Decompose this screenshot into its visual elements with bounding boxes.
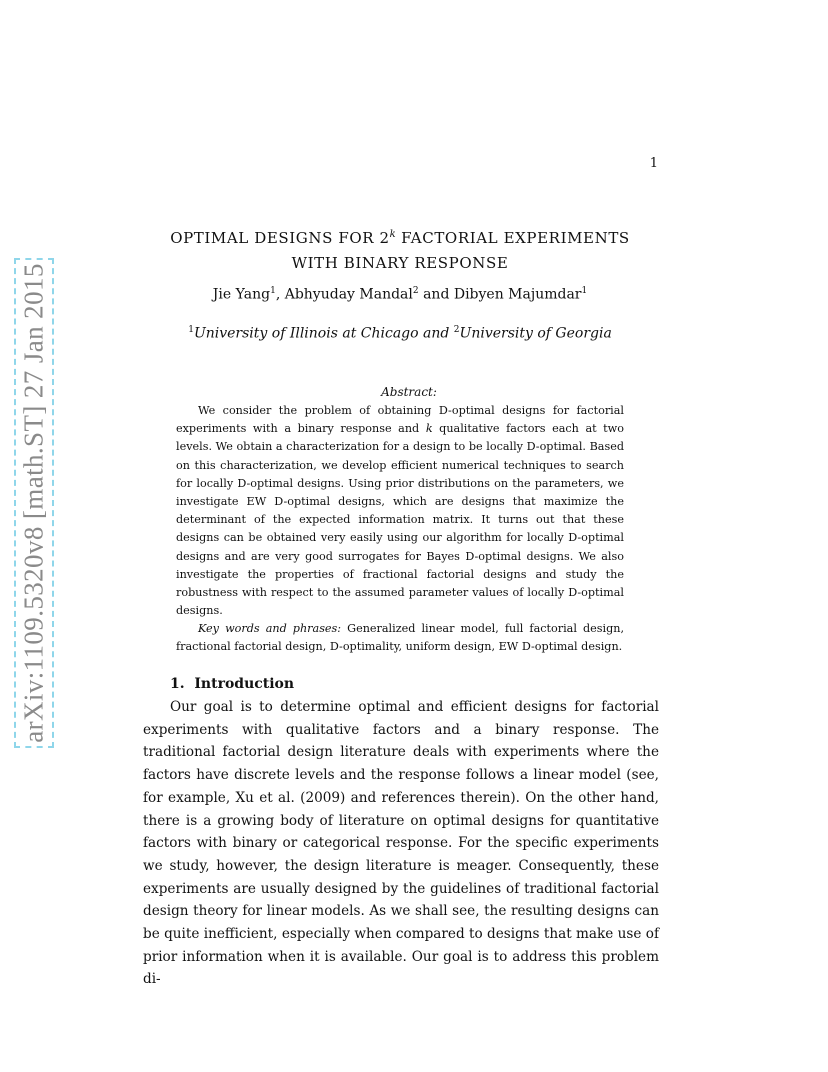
author-affil-mark: 1: [581, 286, 588, 296]
abstract-body: We consider the problem of obtaining D-optimal designs for factorial experiments with a binary response and k qualitative factors each at two levels. We obtain a characterization for a design to be locally D-optimal. Based on this characterization, we develop efficient numerical techniques to search for locally D-optimal designs. Using prior distributions on the parameters, we investigate EW D-optimal designs, which are designs that maximize the determinant of the expected information matrix. It turns out that these designs can be obtained very easily using our algorithm for locally D-optimal designs and are very good surrogates for Bayes D-optimal designs. We also investigate the properties of fractional factorial designs and study the robustness with respect to the assumed parameter values of locally D-optimal designs.: [176, 404, 624, 618]
affiliation-name: University of Illinois at Chicago: [193, 325, 419, 342]
title-line-1: OPTIMAL DESIGNS FOR 2$^k$ FACTORIAL EXPERIMENTS: [170, 229, 630, 247]
arxiv-identifier[interactable]: arXiv:1109.5320v8 [math.ST] 27 Jan 2015: [18, 263, 49, 743]
author-affil-mark: 1: [270, 286, 276, 296]
paper-title: [0, 222, 800, 276]
title-line-2: WITH BINARY RESPONSE: [291, 254, 509, 272]
section-heading-introduction: 1. Introduction: [170, 676, 295, 692]
author-affil-mark: 2: [412, 286, 419, 296]
affiliations: $^1$University of Illinois at Chicago and $^2$University of Georgia: [188, 325, 612, 342]
author-name: Dibyen Majumdar: [453, 286, 582, 303]
page-number: 1: [649, 156, 658, 171]
author-list: Jie Yang$^1$, Abhyuday Mandal$^2$ and Dibyen Majumdar$^1$: [212, 286, 588, 303]
author-name: Abhyuday Mandal: [284, 286, 413, 303]
affiliation-name: University of Georgia: [459, 325, 612, 342]
introduction-paragraph: Our goal is to determine optimal and efficient designs for factorial experiments with qualitative factors and a binary response. The traditional factorial design literature deals with experiments where the factors have discrete levels and the response follows a linear model (see, for example, Xu et al. (2009) and references therein). On the other hand, there is a growing body of literature on optimal designs for quantitative factors with binary or categorical response. For the specific experiments we study, however, the design literature is meager. Consequently, these experiments are usually designed by the guidelines of traditional factorial design theory for linear models. As we shall see, the resulting designs can be quite inefficient, especially when compared to designs that make use of prior information when it is available. Our goal is to address this problem di-: [143, 699, 659, 988]
author-name: Jie Yang: [212, 286, 271, 303]
keywords: [176, 620, 624, 657]
keywords-text: Generalized linear model, full factorial design, fractional factorial design, D-optimality, uniform design, EW D-optimal design.: [176, 622, 625, 654]
abstract-heading: Abstract:: [381, 385, 437, 399]
keywords-label: Key words and phrases:: [198, 622, 342, 635]
